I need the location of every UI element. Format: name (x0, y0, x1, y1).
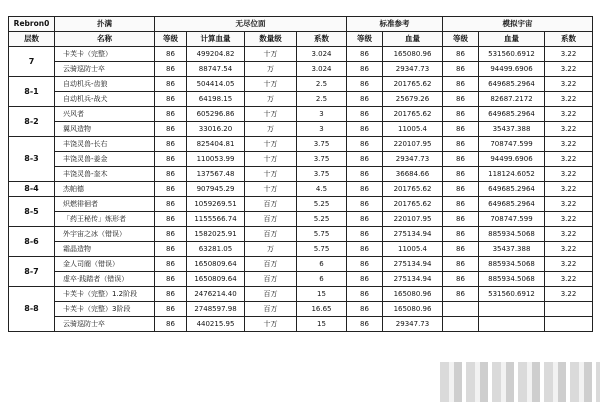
floor-cell: 8-8 (9, 287, 55, 332)
std-level-cell: 86 (347, 137, 383, 152)
std-hp-cell: 29347.73 (383, 317, 443, 332)
sim-hp-cell: 649685.2964 (479, 77, 545, 92)
std-hp-cell: 165080.96 (383, 287, 443, 302)
std-level-cell: 86 (347, 77, 383, 92)
table-row (9, 272, 593, 287)
inf-level-cell: 86 (155, 77, 187, 92)
floor-cell: 8-4 (9, 182, 55, 197)
inf-level-cell: 86 (155, 257, 187, 272)
std-hp-cell: 11005.4 (383, 122, 443, 137)
name-cell: 金人司阍（错误） (55, 257, 155, 272)
std-level-cell: 86 (347, 212, 383, 227)
sim-coef-cell: 3.22 (545, 62, 593, 77)
std-level-cell: 86 (347, 92, 383, 107)
inf-level-cell: 86 (155, 182, 187, 197)
magnitude-cell: 百万 (245, 257, 297, 272)
magnitude-cell: 百万 (245, 287, 297, 302)
name-cell: 杰帕德 (55, 182, 155, 197)
coef-cell: 6 (297, 272, 347, 287)
sim-hp-cell: 531560.6912 (479, 287, 545, 302)
table-row (9, 62, 593, 77)
std-level-cell: 86 (347, 47, 383, 62)
magnitude-cell: 万 (245, 62, 297, 77)
sim-coef-cell: 3.22 (545, 197, 593, 212)
name-cell: 卡芙卡（完整） (55, 47, 155, 62)
sim-hp-cell: 885934.5068 (479, 257, 545, 272)
std-hp-cell: 201765.62 (383, 197, 443, 212)
table-row (9, 302, 593, 317)
inf-level-cell: 86 (155, 302, 187, 317)
sim-hp-cell: 885934.5068 (479, 227, 545, 242)
std-level-cell: 86 (347, 122, 383, 137)
std-level-cell: 86 (347, 272, 383, 287)
table-row (9, 182, 593, 197)
table-row (9, 167, 593, 182)
inf-level-cell: 86 (155, 242, 187, 257)
sim-coef-cell: 3.22 (545, 107, 593, 122)
name-cell: 兴风者 (55, 107, 155, 122)
floor-cell: 8-7 (9, 257, 55, 287)
inf-level-cell: 86 (155, 227, 187, 242)
sim-coef-cell: 3.22 (545, 77, 593, 92)
sim-coef-cell: 3.22 (545, 212, 593, 227)
coef-cell: 3.024 (297, 62, 347, 77)
magnitude-cell: 十万 (245, 137, 297, 152)
table-row (9, 197, 593, 212)
sim-level-cell: 86 (443, 197, 479, 212)
header-sim-level: 等级 (443, 32, 479, 47)
sim-hp-cell: 649685.2964 (479, 197, 545, 212)
name-cell: 丰饶灵兽-姜金 (55, 152, 155, 167)
inf-level-cell: 86 (155, 287, 187, 302)
table-row (9, 227, 593, 242)
sim-level-cell: 86 (443, 212, 479, 227)
floor-cell: 8-5 (9, 197, 55, 227)
header-game: Rebron0 (9, 17, 55, 32)
name-cell: 丰饶灵兽-奎木 (55, 167, 155, 182)
name-cell: 虚卒·践踏者（错误） (55, 272, 155, 287)
coef-cell: 15 (297, 317, 347, 332)
std-level-cell: 86 (347, 152, 383, 167)
std-level-cell: 86 (347, 62, 383, 77)
std-level-cell: 86 (347, 257, 383, 272)
header-group: 扑满 (55, 17, 155, 32)
coef-cell: 3.75 (297, 167, 347, 182)
name-cell: 外宇宙之冰（错误） (55, 227, 155, 242)
std-level-cell: 86 (347, 242, 383, 257)
inf-hp-cell: 1650809.64 (187, 257, 245, 272)
hp-comparison-table (8, 16, 593, 332)
sim-level-cell: 86 (443, 167, 479, 182)
coef-cell: 3 (297, 107, 347, 122)
sim-coef-cell: 3.22 (545, 242, 593, 257)
sim-hp-cell: 118124.6052 (479, 167, 545, 182)
inf-level-cell: 86 (155, 167, 187, 182)
sim-level-cell: 86 (443, 47, 479, 62)
std-level-cell: 86 (347, 302, 383, 317)
sim-coef-cell: 3.22 (545, 122, 593, 137)
inf-hp-cell: 63281.05 (187, 242, 245, 257)
magnitude-cell: 十万 (245, 152, 297, 167)
sim-hp-cell: 649685.2964 (479, 107, 545, 122)
magnitude-cell: 十万 (245, 107, 297, 122)
std-hp-cell: 275134.94 (383, 227, 443, 242)
sim-hp-cell: 35437.388 (479, 122, 545, 137)
header-floor: 层数 (9, 32, 55, 47)
inf-hp-cell: 1650809.64 (187, 272, 245, 287)
std-hp-cell: 25679.26 (383, 92, 443, 107)
inf-hp-cell: 605296.86 (187, 107, 245, 122)
header-magnitude: 数量级 (245, 32, 297, 47)
inf-hp-cell: 88747.54 (187, 62, 245, 77)
std-hp-cell: 11005.4 (383, 242, 443, 257)
sim-coef-cell: 3.22 (545, 47, 593, 62)
magnitude-cell: 十万 (245, 317, 297, 332)
inf-hp-cell: 2476214.40 (187, 287, 245, 302)
magnitude-cell: 万 (245, 92, 297, 107)
magnitude-cell: 百万 (245, 302, 297, 317)
sim-hp-cell: 708747.599 (479, 212, 545, 227)
inf-hp-cell: 2748597.98 (187, 302, 245, 317)
table-row (9, 122, 593, 137)
sim-level-cell: 86 (443, 62, 479, 77)
sim-hp-cell: 94499.6906 (479, 152, 545, 167)
magnitude-cell: 百万 (245, 272, 297, 287)
sim-coef-cell (545, 302, 593, 317)
name-cell: 云骑巡防士卒 (55, 317, 155, 332)
sim-coef-cell: 3.22 (545, 257, 593, 272)
inf-hp-cell: 825404.81 (187, 137, 245, 152)
sim-hp-cell: 35437.388 (479, 242, 545, 257)
coef-cell: 5.75 (297, 242, 347, 257)
name-cell: 云骑巡防士卒 (55, 62, 155, 77)
std-hp-cell: 36684.66 (383, 167, 443, 182)
inf-hp-cell: 499204.82 (187, 47, 245, 62)
coef-cell: 16.65 (297, 302, 347, 317)
header-row-top (9, 17, 593, 32)
table-row (9, 77, 593, 92)
std-hp-cell: 220107.95 (383, 137, 443, 152)
inf-hp-cell: 440215.95 (187, 317, 245, 332)
header-coef: 系数 (297, 32, 347, 47)
name-cell: 炽燃徘徊者 (55, 197, 155, 212)
table-row (9, 317, 593, 332)
header-sim: 模拟宇宙 (443, 17, 593, 32)
blurred-watermark (440, 362, 600, 402)
magnitude-cell: 万 (245, 242, 297, 257)
inf-hp-cell: 907945.29 (187, 182, 245, 197)
sim-coef-cell (545, 317, 593, 332)
inf-level-cell: 86 (155, 272, 187, 287)
sim-coef-cell: 3.22 (545, 272, 593, 287)
header-name: 名称 (55, 32, 155, 47)
coef-cell: 5.75 (297, 227, 347, 242)
inf-level-cell: 86 (155, 152, 187, 167)
std-level-cell: 86 (347, 107, 383, 122)
coef-cell: 3.024 (297, 47, 347, 62)
floor-cell: 7 (9, 47, 55, 77)
coef-cell: 2.5 (297, 92, 347, 107)
std-hp-cell: 220107.95 (383, 212, 443, 227)
std-hp-cell: 275134.94 (383, 257, 443, 272)
std-level-cell: 86 (347, 197, 383, 212)
sim-coef-cell: 3.22 (545, 227, 593, 242)
coef-cell: 3.75 (297, 152, 347, 167)
name-cell: 霜晶造物 (55, 242, 155, 257)
floor-cell: 8-3 (9, 137, 55, 182)
coef-cell: 5.25 (297, 197, 347, 212)
coef-cell: 15 (297, 287, 347, 302)
inf-hp-cell: 1582025.91 (187, 227, 245, 242)
table-row (9, 242, 593, 257)
inf-hp-cell: 64198.15 (187, 92, 245, 107)
sim-level-cell: 86 (443, 137, 479, 152)
sim-coef-cell: 3.22 (545, 167, 593, 182)
header-standard: 标准参考 (347, 17, 443, 32)
sim-level-cell: 86 (443, 122, 479, 137)
header-std-level: 等级 (347, 32, 383, 47)
table-row (9, 92, 593, 107)
name-cell: 翼风造物 (55, 122, 155, 137)
std-hp-cell: 29347.73 (383, 152, 443, 167)
coef-cell: 3 (297, 122, 347, 137)
sim-coef-cell: 3.22 (545, 182, 593, 197)
header-inf-hp: 计算血量 (187, 32, 245, 47)
magnitude-cell: 十万 (245, 167, 297, 182)
sim-level-cell: 86 (443, 92, 479, 107)
sim-hp-cell: 885934.5068 (479, 272, 545, 287)
coef-cell: 2.5 (297, 77, 347, 92)
data-sheet (8, 16, 592, 332)
header-infinite: 无尽位面 (155, 17, 347, 32)
inf-level-cell: 86 (155, 317, 187, 332)
sim-level-cell: 86 (443, 107, 479, 122)
magnitude-cell: 十万 (245, 182, 297, 197)
coef-cell: 6 (297, 257, 347, 272)
floor-cell: 8-6 (9, 227, 55, 257)
inf-level-cell: 86 (155, 137, 187, 152)
std-hp-cell: 201765.62 (383, 107, 443, 122)
name-cell: 卡芙卡（完整）1.2阶段 (55, 287, 155, 302)
sim-level-cell: 86 (443, 77, 479, 92)
std-hp-cell: 165080.96 (383, 302, 443, 317)
sim-hp-cell (479, 317, 545, 332)
inf-hp-cell: 110053.99 (187, 152, 245, 167)
std-hp-cell: 165080.96 (383, 47, 443, 62)
coef-cell: 3.75 (297, 137, 347, 152)
sim-hp-cell: 649685.2964 (479, 182, 545, 197)
table-row (9, 212, 593, 227)
magnitude-cell: 百万 (245, 197, 297, 212)
sim-level-cell (443, 302, 479, 317)
sim-coef-cell: 3.22 (545, 287, 593, 302)
name-cell: 丰饶灵兽-长右 (55, 137, 155, 152)
magnitude-cell: 百万 (245, 212, 297, 227)
inf-level-cell: 86 (155, 122, 187, 137)
std-level-cell: 86 (347, 182, 383, 197)
name-cell: 自动机兵-战犬 (55, 92, 155, 107)
magnitude-cell: 万 (245, 122, 297, 137)
std-hp-cell: 201765.62 (383, 182, 443, 197)
table-row (9, 287, 593, 302)
name-cell: 自动机兵-齿狼 (55, 77, 155, 92)
sim-level-cell: 86 (443, 272, 479, 287)
inf-hp-cell: 137567.48 (187, 167, 245, 182)
sim-hp-cell (479, 302, 545, 317)
inf-hp-cell: 504414.05 (187, 77, 245, 92)
sim-coef-cell: 3.22 (545, 137, 593, 152)
header-row-sub (9, 32, 593, 47)
sim-coef-cell: 3.22 (545, 92, 593, 107)
floor-cell: 8-2 (9, 107, 55, 137)
inf-hp-cell: 1059269.51 (187, 197, 245, 212)
coef-cell: 4.5 (297, 182, 347, 197)
inf-level-cell: 86 (155, 47, 187, 62)
sim-hp-cell: 708747.599 (479, 137, 545, 152)
header-std-hp: 血量 (383, 32, 443, 47)
std-hp-cell: 29347.73 (383, 62, 443, 77)
table-row (9, 107, 593, 122)
sim-level-cell: 86 (443, 152, 479, 167)
magnitude-cell: 十万 (245, 77, 297, 92)
table-row (9, 137, 593, 152)
table-row (9, 152, 593, 167)
table-row (9, 257, 593, 272)
header-sim-hp: 血量 (479, 32, 545, 47)
std-level-cell: 86 (347, 227, 383, 242)
header-inf-level: 等级 (155, 32, 187, 47)
floor-cell: 8-1 (9, 77, 55, 107)
coef-cell: 5.25 (297, 212, 347, 227)
std-hp-cell: 201765.62 (383, 77, 443, 92)
sim-coef-cell: 3.22 (545, 152, 593, 167)
name-cell: 「药王秘传」炼形者 (55, 212, 155, 227)
inf-hp-cell: 1155566.74 (187, 212, 245, 227)
sim-level-cell (443, 317, 479, 332)
sim-level-cell: 86 (443, 257, 479, 272)
magnitude-cell: 百万 (245, 227, 297, 242)
header-sim-coef: 系数 (545, 32, 593, 47)
inf-level-cell: 86 (155, 62, 187, 77)
sim-hp-cell: 94499.6906 (479, 62, 545, 77)
table-body (9, 47, 593, 332)
name-cell: 卡芙卡（完整）3阶段 (55, 302, 155, 317)
inf-level-cell: 86 (155, 107, 187, 122)
std-hp-cell: 275134.94 (383, 272, 443, 287)
sim-level-cell: 86 (443, 287, 479, 302)
table-row (9, 47, 593, 62)
inf-level-cell: 86 (155, 212, 187, 227)
sim-level-cell: 86 (443, 242, 479, 257)
inf-hp-cell: 33016.20 (187, 122, 245, 137)
inf-level-cell: 86 (155, 197, 187, 212)
std-level-cell: 86 (347, 167, 383, 182)
std-level-cell: 86 (347, 317, 383, 332)
sim-level-cell: 86 (443, 227, 479, 242)
magnitude-cell: 十万 (245, 47, 297, 62)
inf-level-cell: 86 (155, 92, 187, 107)
sim-hp-cell: 82687.2172 (479, 92, 545, 107)
sim-level-cell: 86 (443, 182, 479, 197)
std-level-cell: 86 (347, 287, 383, 302)
sim-hp-cell: 531560.6912 (479, 47, 545, 62)
